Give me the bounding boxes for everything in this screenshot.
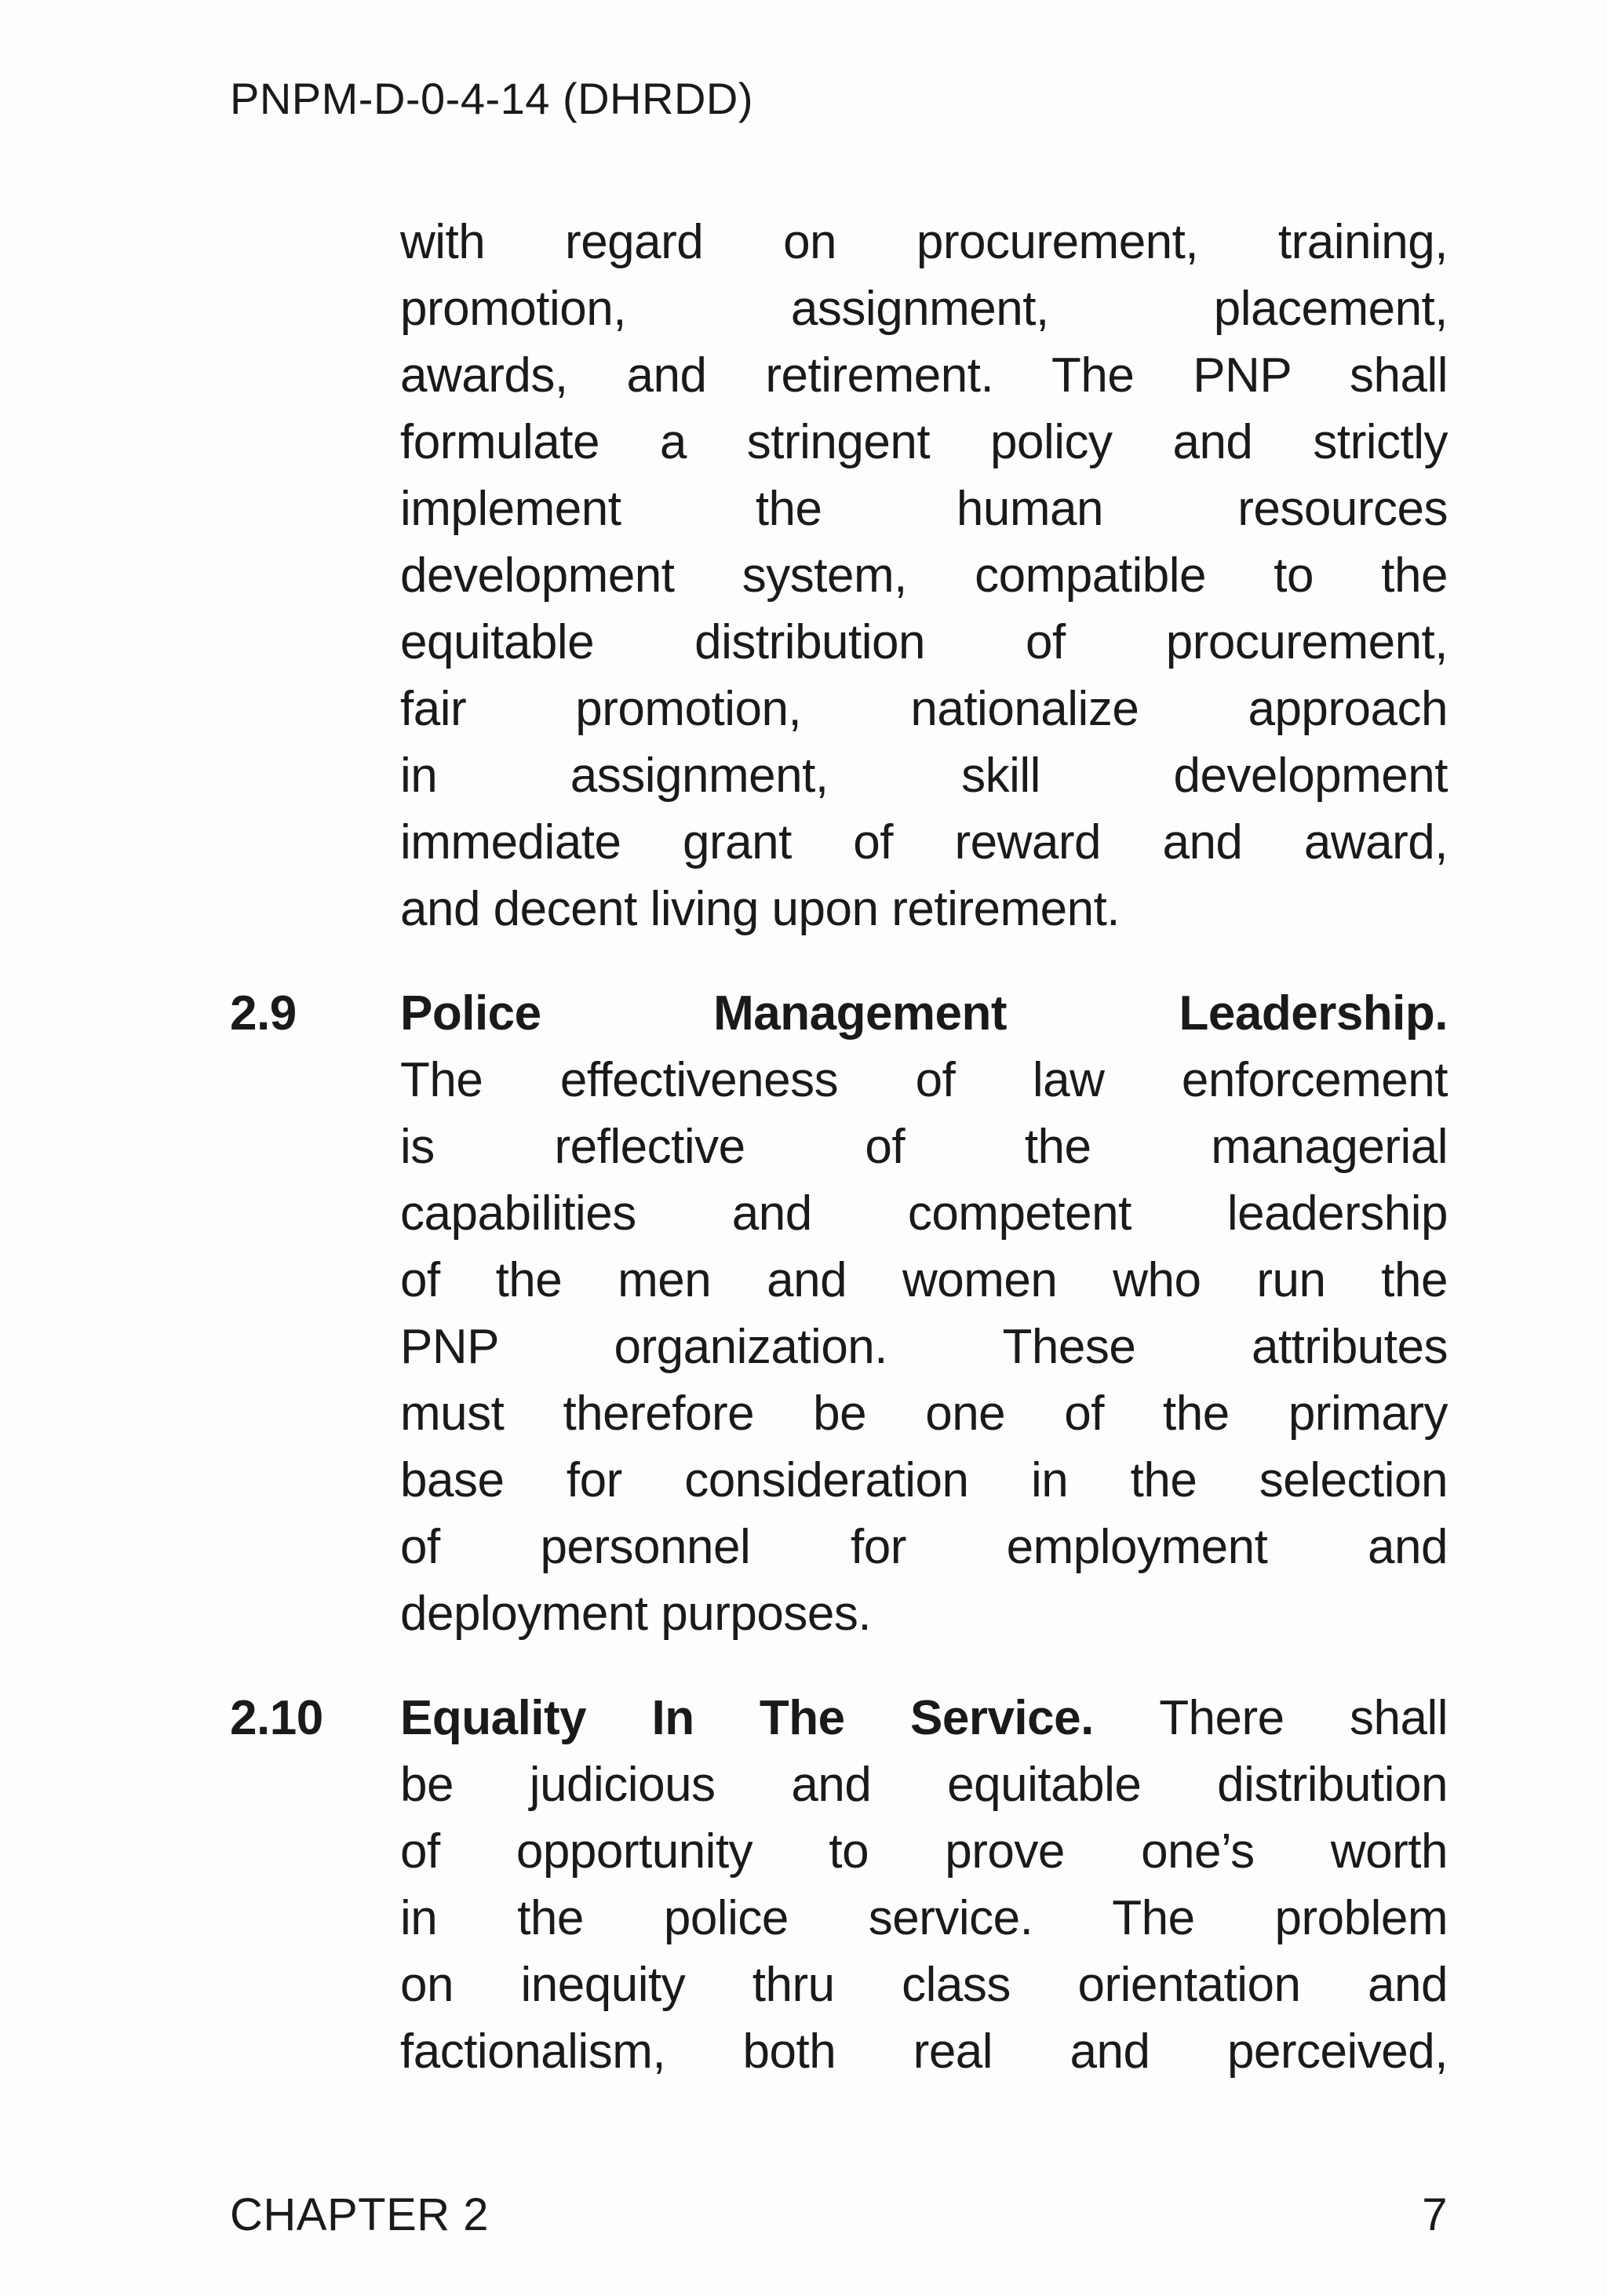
text-segment: capabilities and competent leadership [400, 1186, 1448, 1241]
text-line [400, 1818, 1448, 1885]
text-segment: must therefore be one of the primary [400, 1387, 1448, 1441]
text-line [400, 1180, 1448, 1247]
paragraph-lines [400, 1685, 1448, 2085]
text-line [400, 609, 1448, 676]
text-segment: PNP organization. These attributes [400, 1320, 1448, 1374]
text-line [400, 409, 1448, 476]
document-footer [230, 2191, 1448, 2240]
text-segment: awards, and retirement. The PNP shall [400, 348, 1448, 403]
text-line [400, 1047, 1448, 1113]
footer-chapter-label: CHAPTER 2 [230, 2189, 490, 2240]
text-segment: development system, compatible to the [400, 548, 1448, 603]
text-line [400, 542, 1448, 609]
text-line [400, 2018, 1448, 2085]
text-segment: with regard on procurement, training, [400, 215, 1448, 269]
text-segment: formulate a stringent policy and strictly [400, 415, 1448, 469]
text-segment: implement the human resources [400, 482, 1448, 536]
text-segment: in the police service. The problem [400, 1891, 1448, 1945]
text-line [400, 742, 1448, 809]
document-body [230, 209, 1448, 2085]
text-line [400, 1685, 1448, 1751]
text-line [400, 342, 1448, 409]
section-number: 2.9 [230, 986, 297, 1040]
bold-text-segment: Equality In The Service. [400, 1691, 1160, 1745]
bold-text-segment: Police Management Leadership. [400, 986, 1448, 1040]
paragraph [230, 1685, 1448, 2085]
text-line [400, 1580, 1448, 1647]
text-line [400, 209, 1448, 275]
text-line [400, 1247, 1448, 1314]
text-segment: promotion, assignment, placement, [400, 282, 1448, 336]
text-segment: The effectiveness of law enforcement [400, 1053, 1448, 1107]
text-line [400, 980, 1448, 1047]
text-segment: equitable distribution of procurement, [400, 615, 1448, 669]
text-segment: in assignment, skill development [400, 749, 1448, 803]
text-line [400, 1514, 1448, 1580]
text-segment: There shall [1159, 1691, 1448, 1745]
text-segment: and decent living upon retirement. [400, 882, 1121, 936]
paragraph [230, 980, 1448, 1647]
text-segment: is reflective of the managerial [400, 1120, 1448, 1174]
text-line [400, 876, 1448, 942]
text-segment: of the men and women who run the [400, 1253, 1448, 1307]
text-line [400, 1751, 1448, 1818]
text-segment: fair promotion, nationalize approach [400, 682, 1448, 736]
text-line [400, 275, 1448, 342]
paragraph-lines [400, 209, 1448, 942]
text-segment: of personnel for employment and [400, 1520, 1448, 1574]
text-line [400, 1885, 1448, 1952]
section-number: 2.10 [230, 1691, 323, 1745]
paragraph-lines [400, 980, 1448, 1647]
text-segment: on inequity thru class orientation and [400, 1958, 1448, 2012]
text-segment: factionalism, both real and perceived, [400, 2024, 1448, 2079]
paragraph [230, 209, 1448, 942]
text-line [400, 1113, 1448, 1180]
document-header: PNPM-D-0-4-14 (DHRDD) [230, 74, 753, 123]
text-line [400, 1380, 1448, 1447]
text-segment: base for consideration in the selection [400, 1453, 1448, 1507]
footer-page-number: 7 [1422, 2189, 1448, 2240]
text-line [400, 1314, 1448, 1380]
text-line [400, 809, 1448, 876]
text-line [400, 1447, 1448, 1514]
text-line [400, 1952, 1448, 2018]
text-segment: be judicious and equitable distribution [400, 1758, 1448, 1812]
text-segment: immediate grant of reward and award, [400, 815, 1448, 869]
text-line [400, 676, 1448, 742]
text-line [400, 476, 1448, 542]
text-segment: of opportunity to prove one’s worth [400, 1824, 1448, 1879]
text-segment: deployment purposes. [400, 1587, 872, 1641]
